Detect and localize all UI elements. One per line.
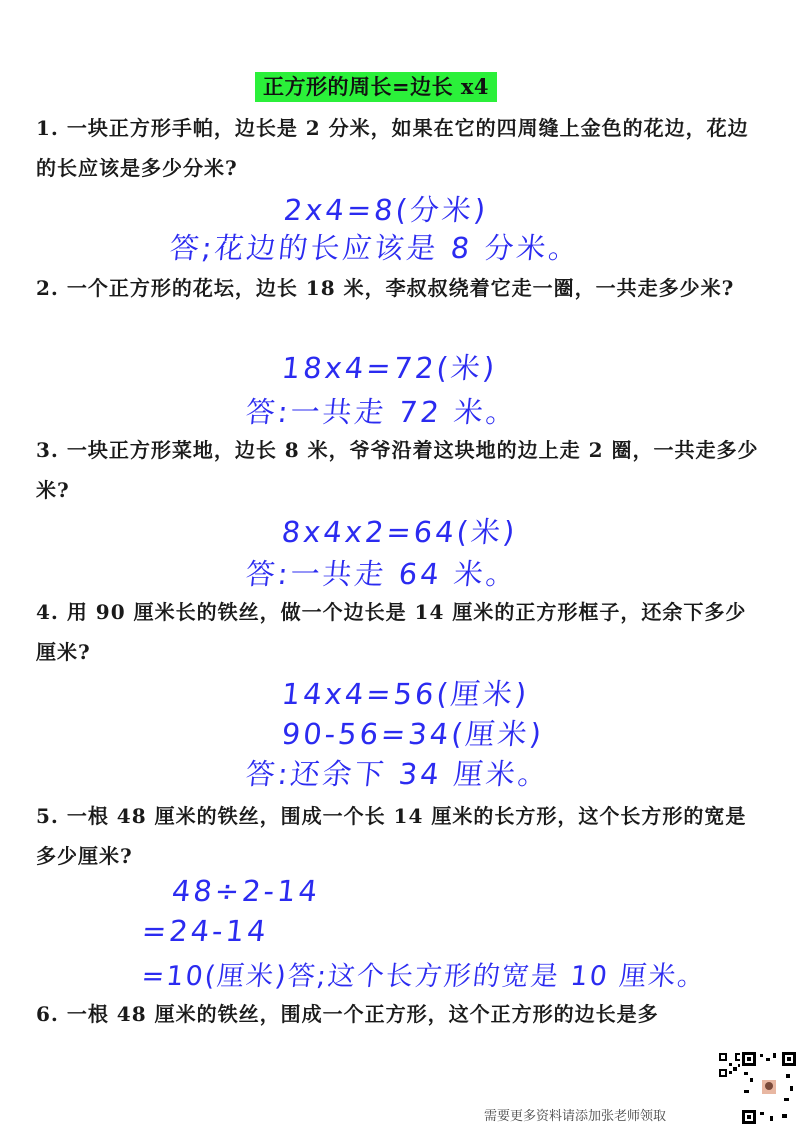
question-2: 2. 一个正方形的花坛，边长 18 米，李叔叔绕着它走一圈，一共走多少米? [36,276,735,300]
answer-3-calc: 8x4x2=64(米) [280,515,520,549]
answer-1-reply: 答;花边的长应该是 8 分米。 [168,231,583,265]
question-5: 5. 一根 48 厘米的铁丝，围成一个长 14 厘米的长方形，这个长方形的宽是多少厘米? [36,804,747,868]
answer-4-reply: 答:还余下 34 厘米。 [244,757,552,791]
question-4: 4. 用 90 厘米长的铁丝，做一个边长是 14 厘米的正方形框子，还余下多少厘米? [36,600,747,664]
answer-5-reply: =10(厘米)答;这个长方形的宽是 10 厘米。 [140,961,708,992]
answer-4-calc-1: 14x4=56(厘米) [280,677,531,711]
page-title: 正方形的周长=边长 x4 [255,72,497,102]
question-6: 6. 一根 48 厘米的铁丝，围成一个正方形，这个正方形的边长是多 [36,1002,659,1026]
answer-3-reply: 答:一共走 64 米。 [244,557,520,591]
answer-1-calc: 2x4=8(分米) [282,193,491,227]
answer-2-reply: 答:一共走 72 米。 [244,395,520,429]
question-3: 3. 一块正方形菜地，边长 8 米，爷爷沿着这块地的边上走 2 圈，一共走多少米? [36,438,759,502]
answer-5-calc-2: =24-14 [140,914,271,948]
footer-note: 需要更多资料请添加张老师领取 [484,1109,667,1124]
answer-2-calc: 18x4=72(米) [280,351,499,385]
answer-4-calc-2: 90-56=34(厘米) [280,717,546,751]
answer-5-calc-1: 48÷2-14 [170,874,322,908]
question-1: 1. 一块正方形手帕，边长是 2 分米，如果在它的四周缝上金色的花边，花边的长应该是多少分米? [36,116,749,180]
qr-code-icon [740,1050,798,1126]
